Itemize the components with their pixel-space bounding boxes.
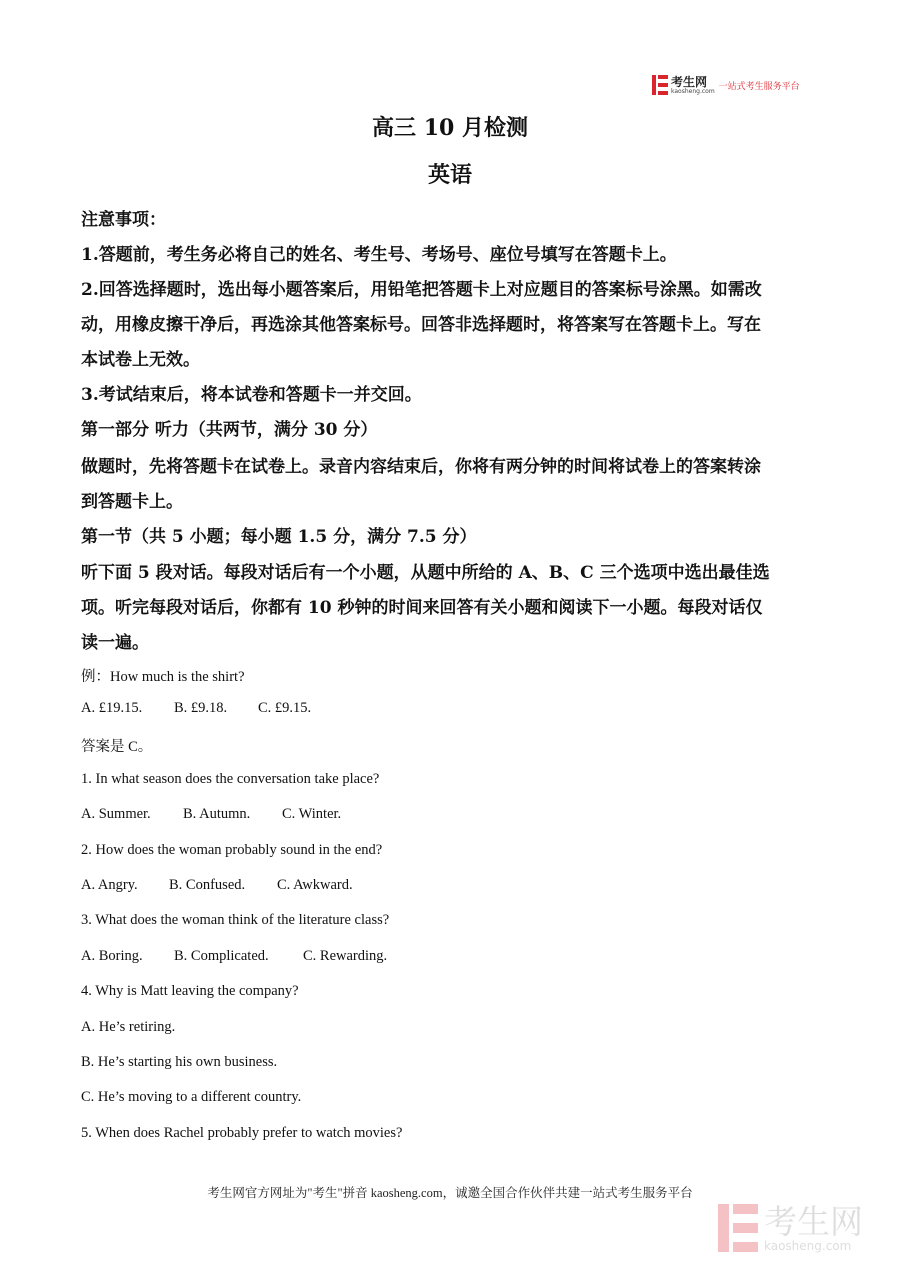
example-options [81,700,311,717]
q1-option-c: C. Winter. [282,806,342,822]
section1-heading: 第一节（共 5 小题；每小题 1.5 分，满分 7.5 分） [81,527,477,547]
question-1-options [81,806,341,823]
section1-instruction-line-3: 读一遍。 [81,633,149,653]
q3-option-a: A. Boring. [81,948,143,964]
q4-option-b: B. He’s starting his own business. [81,1054,278,1070]
example-option-c: C. £9.15. [258,700,312,716]
question-1: 1. In what season does the conversation take place? [81,771,380,787]
header-slogan: 一站式考生服务平台 [718,81,800,92]
logo-url: kaosheng.com [671,87,715,95]
notice-item-2-line-3: 本试卷上无效。 [81,350,200,370]
notice-item-1: 1.答题前，考生务必将自己的姓名、考生号、考场号、座位号填写在答题卡上。 [81,245,677,265]
watermark-url: kaosheng.com [764,1238,852,1253]
section1-instruction-line-1: 听下面 5 段对话。每段对话后有一个小题，从题中所给的 A、B、C 三个选项中选出最佳选 [81,563,770,583]
part1-heading: 第一部分 听力（共两节，满分 30 分） [81,420,378,440]
q3-option-b: B. Complicated. [174,948,269,964]
watermark-name: 考生网 [764,1201,863,1241]
subject-title: 英语 [427,162,472,188]
part1-instruction-line-1: 做题时，先将答题卡在试卷上。录音内容结束后，你将有两分钟的时间将试卷上的答案转涂 [81,457,761,477]
notice-item-2-line-2: 动，用橡皮擦干净后，再选涂其他答案标号。回答非选择题时，将答案写在答题卡上。写在 [81,315,761,335]
q3-option-c: C. Rewarding. [303,948,388,964]
question-5: 5. When does Rachel probably prefer to watch movies? [81,1125,403,1141]
question-2: 2. How does the woman probably sound in the end? [81,842,383,858]
section1-instruction-line-2: 项。听完每段对话后，你都有 10 秒钟的时间来回答有关小题和阅读下一小题。每段对话仅 [81,598,763,618]
notice-heading: 注意事项： [81,210,166,230]
example-option-b: B. £9.18. [174,700,228,716]
q4-option-a: A. He’s retiring. [81,1019,176,1035]
question-3: 3. What does the woman think of the literature class? [81,912,390,928]
q2-option-b: B. Confused. [169,877,246,893]
kaosheng-logo-icon [652,75,668,95]
question-3-options [81,948,387,965]
header-logo [652,73,800,97]
question-2-options [81,877,353,894]
exam-title: 高三 10 月检测 [372,115,528,141]
notice-item-2-line-1: 2.回答选择题时，选出每小题答案后，用铅笔把答题卡上对应题目的答案标号涂黑。如需改 [81,280,762,300]
example-question: 例：How much is the shirt? [81,669,245,685]
kaosheng-watermark [718,1202,863,1254]
logo-name: 考生网 [671,74,708,89]
q2-option-a: A. Angry. [81,877,138,893]
q4-option-c: C. He’s moving to a different country. [81,1089,302,1105]
q1-option-b: B. Autumn. [183,806,251,822]
page-footer: 考生网官方网址为"考生"拼音 kaosheng.com，诚邀全国合作伙伴共建一站式考生服务平台 [207,1186,693,1200]
q1-option-a: A. Summer. [81,806,151,822]
q2-option-c: C. Awkward. [277,877,353,893]
part1-instruction-line-2: 到答题卡上。 [81,492,183,512]
watermark-logo-icon [718,1204,758,1252]
notice-item-3: 3.考试结束后，将本试卷和答题卡一并交回。 [81,385,422,405]
question-4: 4. Why is Matt leaving the company? [81,983,299,999]
example-answer: 答案是 C。 [81,739,153,755]
example-option-a: A. £19.15. [81,700,143,716]
